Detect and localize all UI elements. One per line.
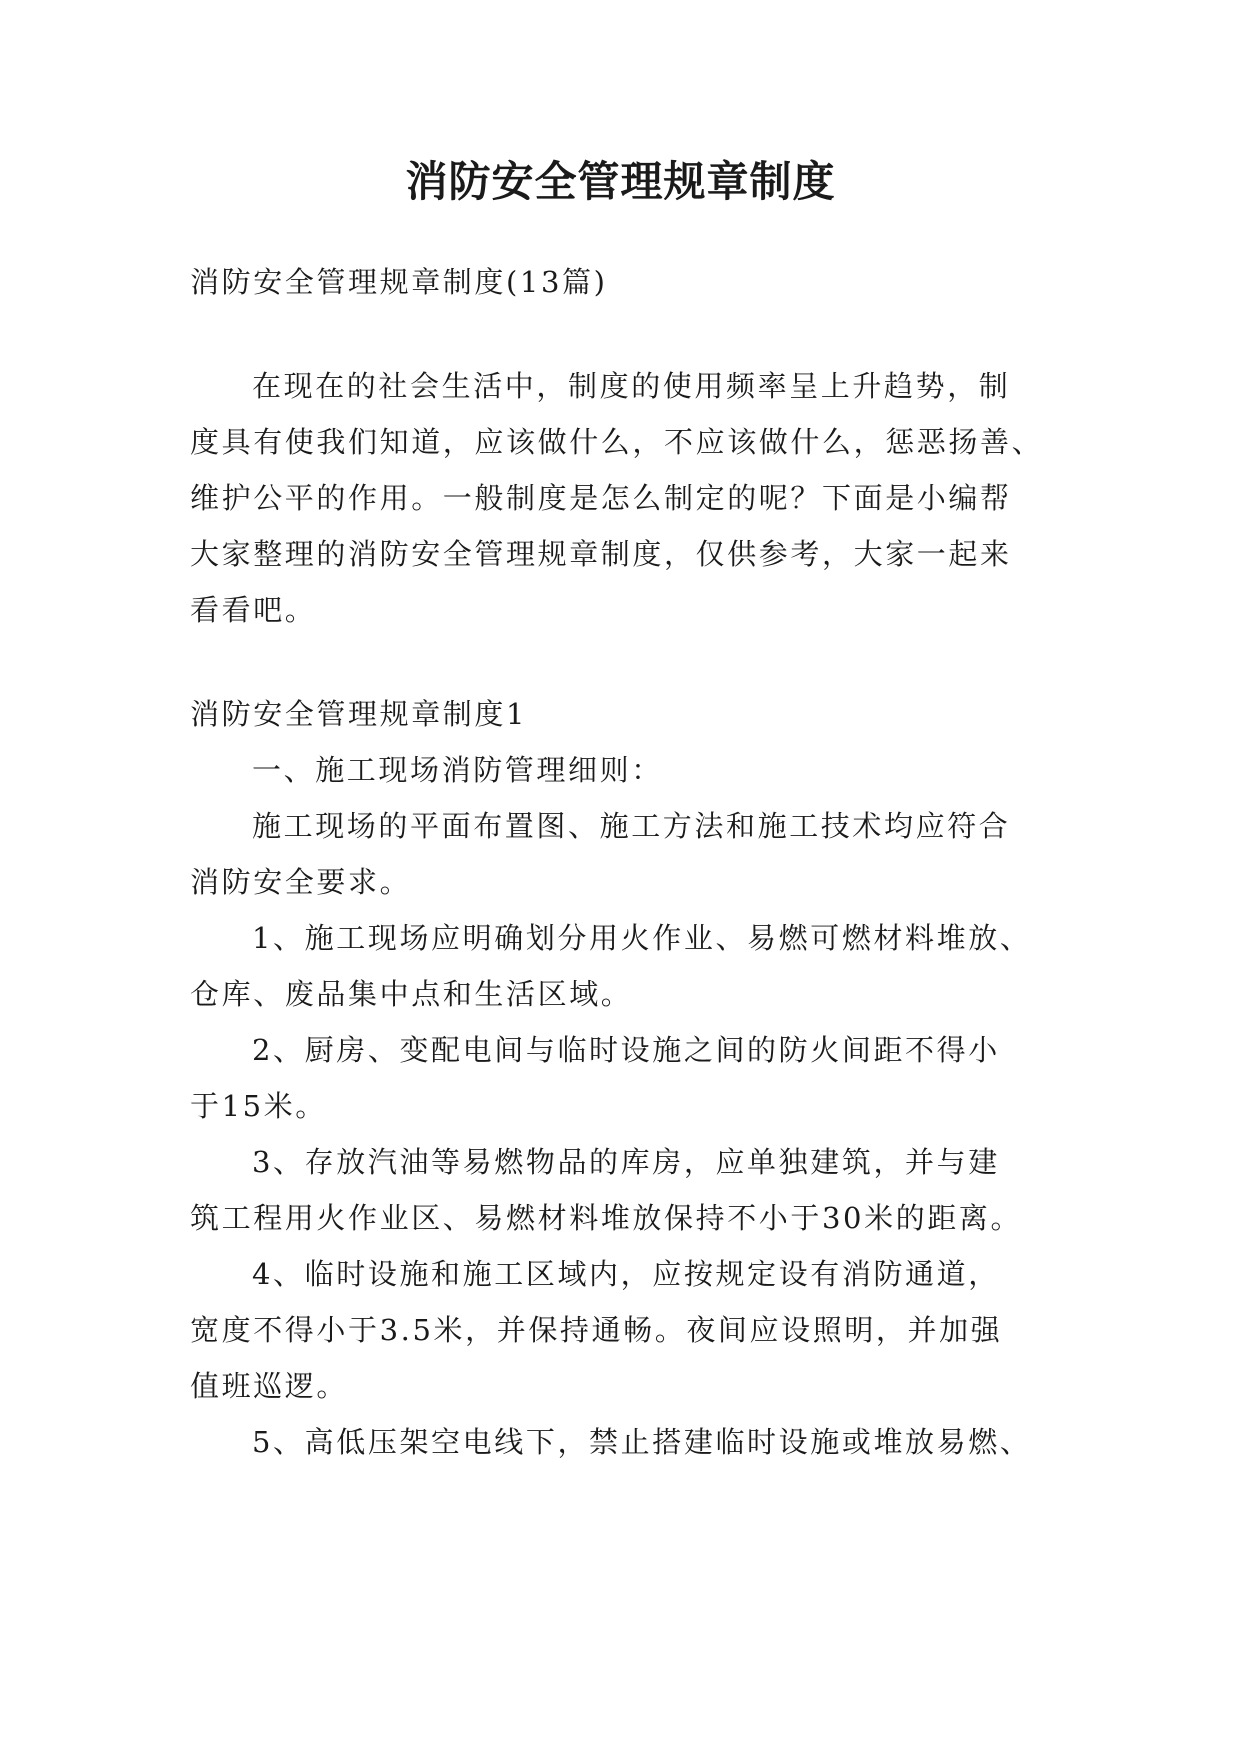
body-line: 值班巡逻。: [190, 1369, 349, 1403]
section-heading: 消防安全管理规章制度1: [190, 697, 528, 731]
intro-line: 维护公平的作用。一般制度是怎么制定的呢？下面是小编帮: [190, 481, 1012, 515]
document-subtitle: 消防安全管理规章制度(13篇): [190, 265, 608, 299]
body-line: 于15米。: [190, 1089, 327, 1123]
body-line: 消防安全要求。: [190, 865, 412, 899]
body-line: 5、高低压架空电线下，禁止搭建临时设施或堆放易燃、: [252, 1425, 1032, 1459]
body-line: 施工现场的平面布置图、施工方法和施工技术均应符合: [252, 809, 1011, 843]
intro-line: 看看吧。: [190, 593, 317, 627]
body-line: 筑工程用火作业区、易燃材料堆放保持不小于30米的距离。: [190, 1201, 1023, 1235]
body-line: 2、厨房、变配电间与临时设施之间的防火间距不得小: [252, 1033, 1000, 1067]
body-line: 一、施工现场消防管理细则：: [252, 753, 663, 787]
intro-line: 大家整理的消防安全管理规章制度，仅供参考，大家一起来: [190, 537, 1012, 571]
body-line: 宽度不得小于3.5米，并保持通畅。夜间应设照明，并加强: [190, 1313, 1003, 1347]
body-line: 3、存放汽油等易燃物品的库房，应单独建筑，并与建: [252, 1145, 1000, 1179]
document-title: 消防安全管理规章制度: [405, 157, 836, 206]
body-line: 1、施工现场应明确划分用火作业、易燃可燃材料堆放、: [252, 921, 1032, 955]
body-line: 4、临时设施和施工区域内，应按规定设有消防通道，: [252, 1257, 1000, 1291]
body-line: 仓库、废品集中点和生活区域。: [190, 977, 633, 1011]
intro-line: 度具有使我们知道，应该做什么，不应该做什么，惩恶扬善、: [190, 425, 1044, 459]
intro-line: 在现在的社会生活中，制度的使用频率呈上升趋势，制: [252, 369, 1011, 403]
